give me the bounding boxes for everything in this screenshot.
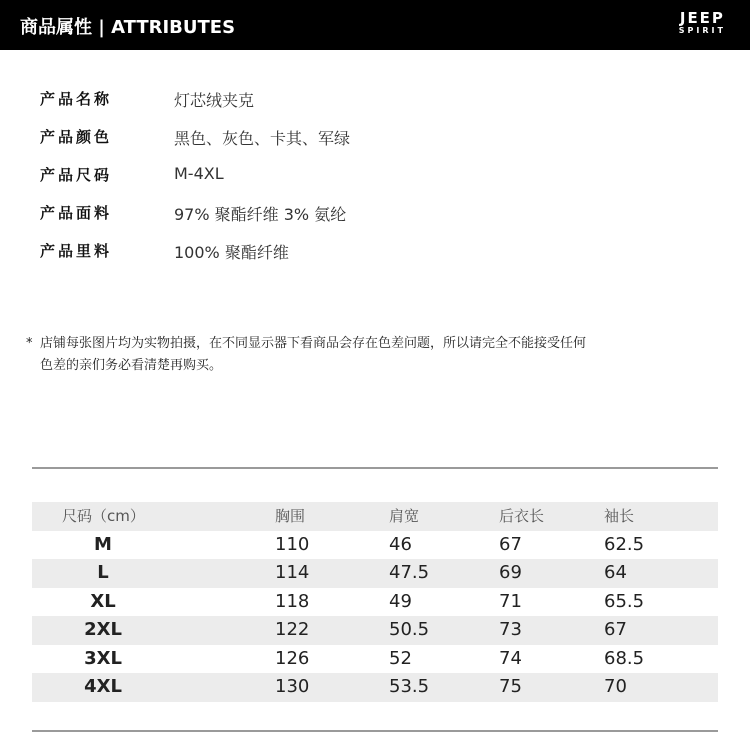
note-asterisk: * <box>26 336 33 351</box>
attribute-label: 产品名称 <box>40 90 113 108</box>
header-cell-sleeve: 袖长 <box>604 507 635 525</box>
table-cell: 68.5 <box>604 647 645 669</box>
table-cell: 74 <box>499 647 522 669</box>
table-cell: 2XL <box>84 619 122 640</box>
attribute-label: 产品颜色 <box>40 128 113 146</box>
table-top-divider <box>32 467 718 469</box>
attribute-label: 产品里料 <box>40 242 113 260</box>
table-cell: 130 <box>275 676 310 697</box>
table-cell: 67 <box>499 533 522 555</box>
table-header-row <box>32 502 718 531</box>
attribute-value: 97% 聚酯纤维 3% 氨纶 <box>174 205 347 224</box>
attribute-label: 产品面料 <box>40 204 113 222</box>
attribute-label: 产品尺码 <box>40 166 113 184</box>
table-cell: 67 <box>604 619 627 640</box>
header-bar <box>0 0 750 50</box>
attribute-value: 100% 聚酯纤维 <box>174 243 289 262</box>
brand-logo <box>679 10 726 36</box>
header-cell-chest: 胸围 <box>275 507 306 525</box>
logo-sub-text: SPIRIT <box>678 26 726 35</box>
table-cell: 71 <box>499 590 522 612</box>
header-title: 商品属性 | ATTRIBUTES <box>20 17 236 38</box>
table-cell: 65.5 <box>604 590 645 612</box>
table-body <box>32 531 718 702</box>
attribute-value: 黑色、灰色、卡其、军绿 <box>174 129 351 148</box>
table-cell: 62.5 <box>604 533 645 555</box>
table-cell: 4XL <box>84 676 122 697</box>
table-cell: 75 <box>499 676 522 697</box>
table-cell: 114 <box>275 562 310 583</box>
size-table <box>32 502 718 702</box>
header-cell-shoulder: 肩宽 <box>389 507 420 525</box>
table-cell: 122 <box>275 619 310 640</box>
table-row <box>32 588 718 617</box>
attribute-value: M-4XL <box>174 164 224 183</box>
attribute-value: 灯芯绒夹克 <box>174 91 255 110</box>
table-cell: 69 <box>499 562 522 583</box>
table-cell: 118 <box>275 590 310 612</box>
table-cell: 126 <box>275 647 310 669</box>
header-cell-length: 后衣长 <box>499 507 545 525</box>
table-cell: 52 <box>389 647 412 669</box>
table-cell: 47.5 <box>389 562 430 583</box>
table-cell: 46 <box>389 533 412 555</box>
header-cell-size: 尺码（cm） <box>62 507 145 525</box>
table-row <box>32 645 718 674</box>
note-line-2: 色差的亲们务必看清楚再购买。 <box>40 358 223 373</box>
table-row <box>32 559 718 588</box>
table-cell: M <box>94 533 112 555</box>
table-row <box>32 531 718 560</box>
logo-main-text: JEEP <box>679 9 725 27</box>
table-cell: L <box>97 562 109 583</box>
table-cell: 3XL <box>84 647 122 669</box>
table-cell: 50.5 <box>389 619 430 640</box>
table-cell: 73 <box>499 619 522 640</box>
note-text <box>40 333 720 377</box>
table-cell: XL <box>90 590 116 612</box>
table-row <box>32 673 718 702</box>
table-cell: 64 <box>604 562 627 583</box>
table-cell: 49 <box>389 590 412 612</box>
table-row <box>32 616 718 645</box>
table-cell: 53.5 <box>389 676 430 697</box>
table-cell: 70 <box>604 676 627 697</box>
table-bottom-divider <box>32 730 718 732</box>
note-line-1: 店铺每张图片均为实物拍摄，在不同显示器下看商品会存在色差问题，所以请完全不能接受任何 <box>40 336 587 351</box>
table-cell: 110 <box>275 533 310 555</box>
